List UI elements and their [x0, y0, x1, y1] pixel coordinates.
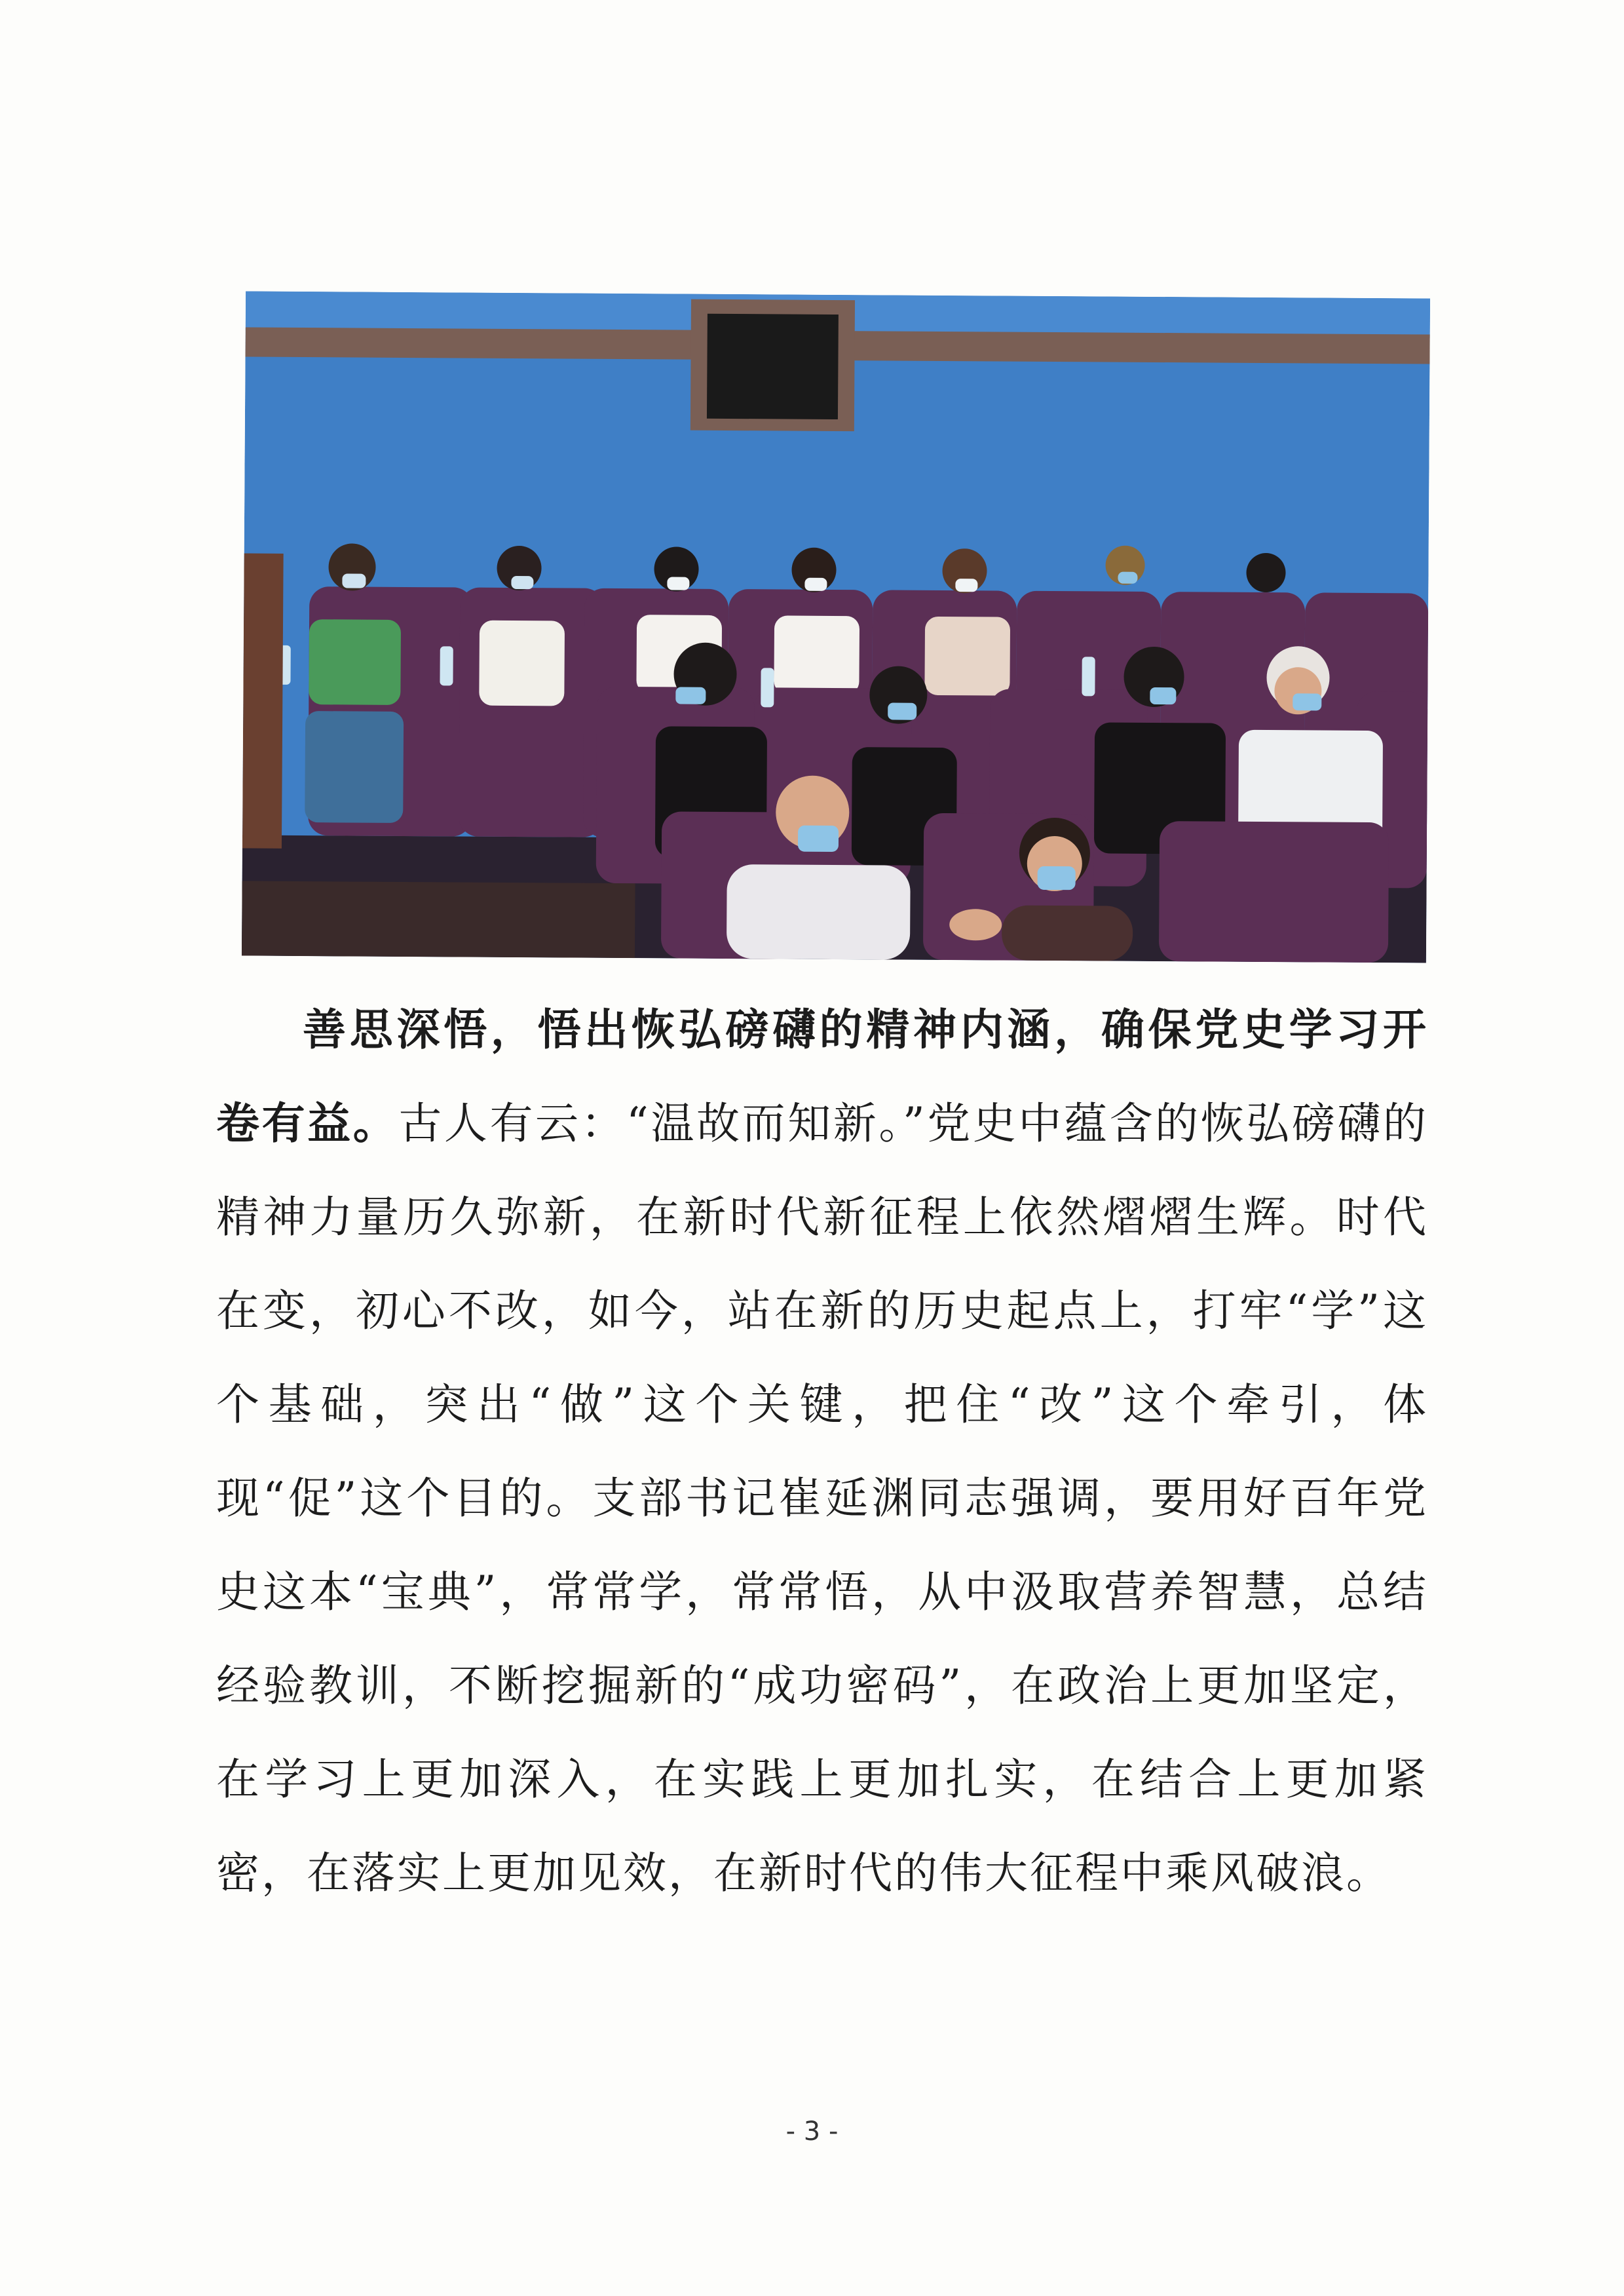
- article-text: [216, 983, 1428, 1920]
- audience-photo-illustration: [242, 291, 1430, 963]
- paragraph-lead-sentence: 善思深悟，悟出恢弘磅礴的精神内涵，确保党史学习开卷有益。: [216, 1004, 1428, 1149]
- meeting-photo: [242, 291, 1430, 963]
- article-paragraph: [216, 983, 1428, 1920]
- paragraph-body: 古人有云：“温故而知新。”党史中蕴含的恢弘磅礴的精神力量历久弥新，在新时代新征程上依然熠熠生辉。时代在变，初心不改，如今，站在新的历史起点上，打牢“学”这个基础，突出“做”这个关键，把住“改”这个牵引，体现“促”这个目的。支部书记崔延渊同志强调，要用好百年党史这本“宝典”，常常学，常常悟，从中汲取营养智慧，总结经验教训，不断挖掘新的“成功密码”，在政治上更加坚定，在学习上更加深入，在实践上更加扎实，在结合上更加紧密，在落实上更加见效，在新时代的伟大征程中乘风破浪。: [216, 1098, 1429, 1898]
- page-number: - 3 -: [785, 2116, 839, 2147]
